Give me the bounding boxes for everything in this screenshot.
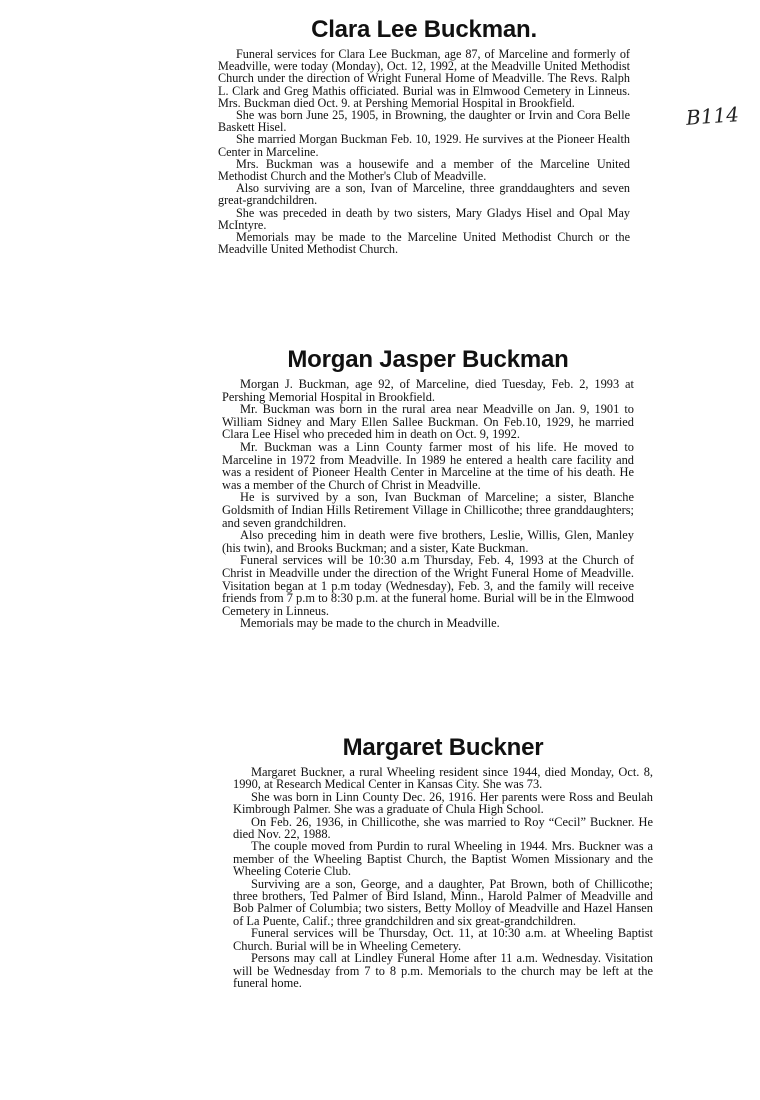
obituary-paragraph: She was preceded in death by two sisters, Mary Gladys Hisel and Opal May McIntyre.: [218, 205, 630, 232]
obituary-paragraph: Mr. Buckman was a Linn County farmer most of his life. He moved to Marceline in 1972 from Meadville. In 1989 he entered a health care facility and was a resident of Pioneer Health Center in Marceline at the time of his death. He was a member of the Church of Christ in Meadville.: [222, 439, 634, 492]
obituary-paragraph: She was born in Linn County Dec. 26, 1916. Her parents were Ross and Beulah Kimbrough Palmer. She was a graduate of Chula High School.: [233, 789, 653, 817]
obituary-title: Morgan Jasper Buckman: [287, 346, 569, 373]
obituary-body: [222, 378, 634, 630]
obituary-paragraph: Morgan J. Buckman, age 92, of Marceline, died Tuesday, Feb. 2, 1993 at Pershing Memorial Hospital in Brookfield.: [222, 377, 634, 404]
obituary-paragraph: Mrs. Buckman was a housewife and a member of the Marceline United Methodist Church and the Mother's Club of Meadville.: [218, 156, 630, 184]
obituary-paragraph: Memorials may be made to the Marceline United Methodist Church or the Meadville United Methodist Church.: [218, 230, 630, 257]
obituary-paragraph: Mr. Buckman was born in the rural area near Meadville on Jan. 9, 1901 to William Sidney and Mary Ellen Sallee Buckman. On Feb.10, 1929, he married Clara Lee Hisel who preceded him in death on Oct. 9, 1992.: [222, 402, 634, 442]
obituary-title: Margaret Buckner: [342, 734, 544, 761]
obituary-paragraph: Surviving are a son, George, and a daughter, Pat Brown, both of Chillicothe; three brothers, Ted Palmer of Bird Island, Minn., Harold Palmer of Meadville and Bob Palmer of Columbia; two sisters, Betty Molloy of Meadville and Hazel Hansen of La Puente, Calif.; three grandchildren and six great-grandchildren.: [233, 876, 653, 928]
obituary-paragraph: The couple moved from Purdin to rural Wheeling in 1944. Mrs. Buckner was a member of the Wheeling Baptist Church, the Baptist Women Missionary and the Wheeling Coterie Club.: [233, 839, 653, 879]
obituary-paragraph: She married Morgan Buckman Feb. 10, 1929. He survives at the Pioneer Health Center in Marceline.: [218, 132, 630, 159]
obituary-paragraph: Also preceding him in death were five brothers, Leslie, Willis, Glen, Manley (his twin), and Brooks Buckman; and a sister, Kate Buckman.: [222, 528, 634, 555]
obituary-paragraph: Funeral services will be 10:30 a.m Thursday, Feb. 4, 1993 at the Church of Christ in Meadville under the direction of the Wright Funeral Home of Meadville. Visitation began at 1 p.m today (Wednesday), Feb. 3, and the family will receive friends from 7 p.m to 8:30 p.m. at the funeral home. Burial will be in the Elmwood Cemetery in Linneus.: [222, 553, 634, 618]
obituary-paragraph: Persons may call at Lindley Funeral Home after 11 a.m. Wednesday. Visitation will be Wednesday from 7 to 8 p.m. Memorials to the church may be left at the funeral home.: [233, 951, 653, 990]
obituary-paragraph: She was born June 25, 1905, in Browning, the daughter or Irvin and Cora Belle Baskett Hisel.: [218, 108, 630, 135]
obituary-margaret-buckner: [233, 734, 653, 989]
obituary-paragraph: Also surviving are a son, Ivan of Marceline, three granddaughters and seven great-grandchildren.: [218, 181, 630, 208]
obituary-paragraph: On Feb. 26, 1936, in Chillicothe, she was married to Roy “Cecil” Buckner. He died Nov. 22, 1988.: [233, 814, 653, 842]
obituary-morgan-jasper-buckman: [222, 346, 634, 630]
obituary-paragraph: Memorials may be made to the church in Meadville.: [240, 616, 500, 631]
obituary-paragraph: Margaret Buckner, a rural Wheeling resident since 1944, died Monday, Oct. 8, 1990, at Research Medical Center in Kansas City. She was 73.: [233, 765, 653, 792]
obituary-title: Clara Lee Buckman.: [311, 16, 537, 43]
obituary-body: [233, 766, 653, 989]
obituary-clara-lee-buckman: [218, 16, 630, 255]
obituary-paragraph: He is survived by a son, Ivan Buckman of Marceline; a sister, Blanche Goldsmith of Indian Hills Retirement Village in Chillicothe; three granddaughters; and seven grandchildren.: [222, 490, 634, 530]
obituary-paragraph: Funeral services for Clara Lee Buckman, age 87, of Marceline and formerly of Meadville, were today (Monday), Oct. 12, 1992, at the Meadville United Methodist Church under the direction of Wright Funeral Home of Meadville. The Revs. Ralph L. Clark and Greg Mathis officiated. Burial was in Elmwood Cemetery in Linneus. Mrs. Buckman died Oct. 9. at Pershing Memorial Hospital in Brookfield.: [218, 47, 630, 110]
obituary-paragraph: Funeral services will be Thursday, Oct. 11, at 10:30 a.m. at Wheeling Baptist Church. Burial will be in Wheeling Cemetery.: [233, 926, 653, 953]
handwritten-annotation: B114: [685, 102, 740, 130]
obituary-body: [218, 48, 630, 255]
